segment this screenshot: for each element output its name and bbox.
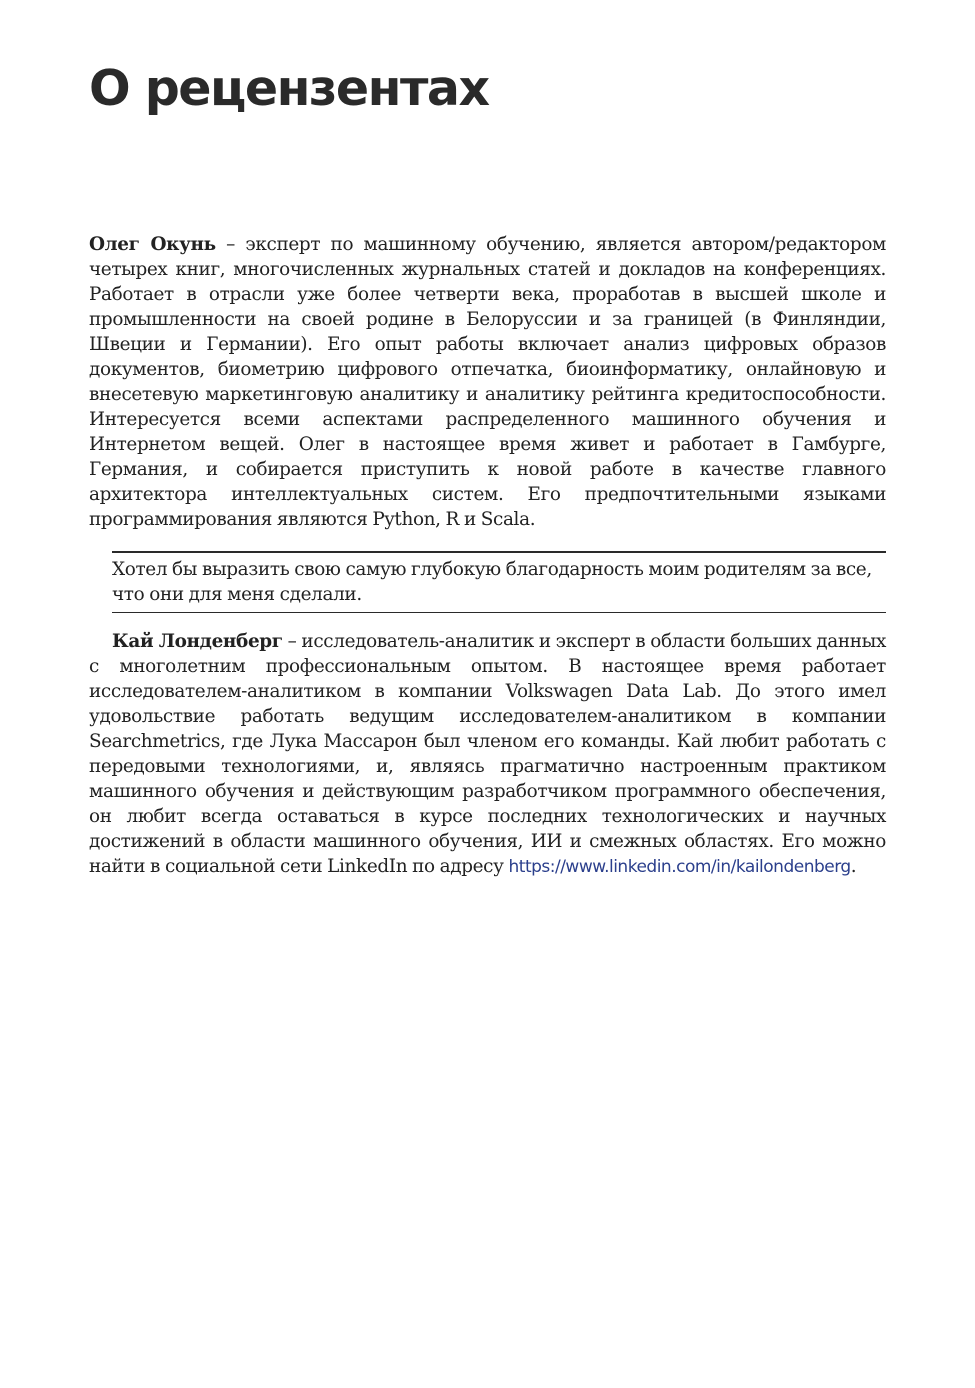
page-title: О рецензентах (89, 60, 489, 117)
reviewer-bio-kai-londenberg (89, 629, 886, 880)
reviewer-bio-oleg-okun (89, 232, 886, 532)
reviewer-name-kai-londenberg: Кай Лонденберг (112, 631, 283, 652)
reviewer-bio-text-oleg-okun: – эксперт по машинному обучению, является автором/редактором четырех книг, многочисленных журнальных статей и докладов на конференциях. Работает в отрасли уже более четверти века, проработав в высшей школе и промышленности на своей родине в Белоруссии и за границей (в Финляндии, Швеции и Германии). Его опыт работы включает анализ цифровых образов документов, биометрию цифрового отпечатка, биоинформатику, онлайновую и внесетевую маркетинговую аналитику и аналитику рейтинга кредитоспособности. Интересуется всеми аспектами распределенного машинного обучения и Интернетом вещей. Олег в настоящее время живет и работает в Гамбурге, Германия, и собирается приступить к новой работе в качестве главного архитектора интеллектуальных систем. Его предпочтительными языками программирования являются Python, R и Scala. (89, 234, 886, 530)
reviewer-name-oleg-okun: Олег Окунь (89, 234, 216, 255)
reviewer-bio-text-kai-londenberg: – исследователь-аналитик и эксперт в области больших данных с многолетним профессиональным опытом. В настоящее время работает исследователем-аналитиком в компании Volkswagen Data Lab. До этого имел удовольствие работать ведущим исследователем-аналитиком в компании Searchmetrics, где Лука Массарон был членом его команды. Кай любит работать с передовыми технологиями, и, являясь прагматично настроенным практиком машинного обучения и действующим разработчиком программного обеспечения, он любит всегда оставаться в курсе последних технологических и научных достижений в области машинного обучения, ИИ и смежных областях. Его можно найти в социальной сети LinkedIn по адресу (89, 631, 886, 877)
link-trailing-period: . (850, 856, 857, 877)
acknowledgement-text: Хотел бы выразить свою самую глубокую благодарность моим родителям за все, что они для меня сделали. (112, 559, 872, 605)
linkedin-link[interactable]: https://www.linkedin.com/in/kailondenberg (508, 857, 851, 877)
acknowledgement-box (112, 551, 886, 613)
